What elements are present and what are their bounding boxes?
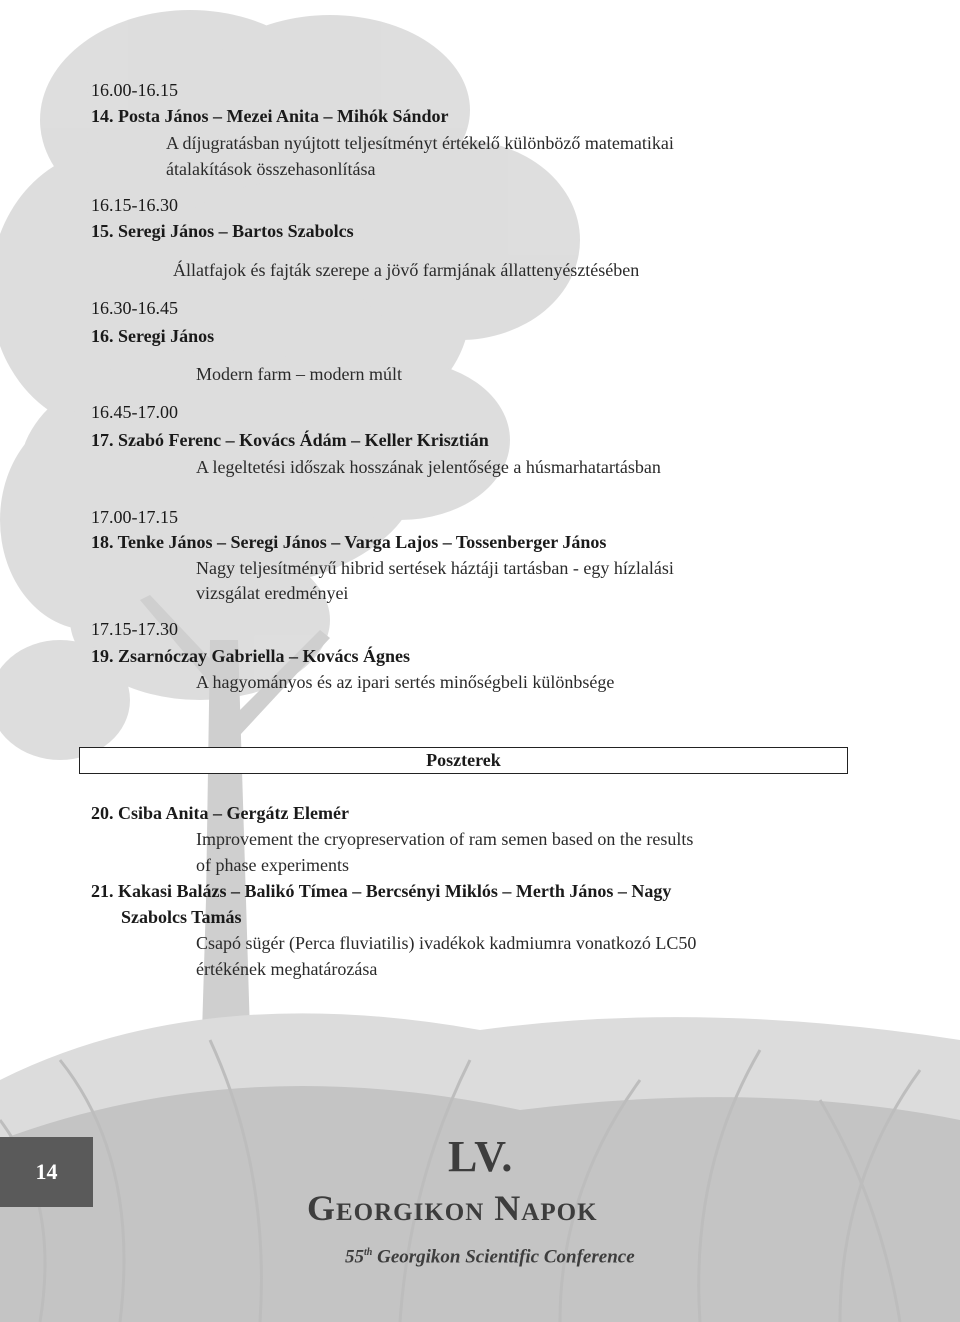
session-time: 16.45-17.00 [91,402,178,422]
session-time: 17.00-17.15 [91,507,178,527]
posters-heading: Poszterek [79,747,848,774]
session-authors: 17. Szabó Ferenc – Kovács Ádám – Keller Krisztián [91,430,489,450]
session-time: 16.15-16.30 [91,195,178,215]
conference-name: Georgikon Napok [307,1188,598,1228]
session-authors: 18. Tenke János – Seregi János – Varga Lajos – Tossenberger János [91,532,607,552]
subtitle-number: 55 [345,1246,364,1268]
session-authors: 15. Seregi János – Bartos Szabolcs [91,221,354,241]
session-authors: 16. Seregi János [91,326,215,346]
session-authors: 14. Posta János – Mezei Anita – Mihók Sándor [91,106,449,126]
session-title: Modern farm – modern múlt [196,364,402,384]
session-time: 16.00-16.15 [91,80,178,100]
poster-authors: 20. Csiba Anita – Gergátz Elemér [91,803,349,823]
session-time: 16.30-16.45 [91,298,178,318]
session-title: vizsgálat eredményei [196,583,349,603]
poster-title: értékének meghatározása [196,959,378,979]
session-title: A legeltetési időszak hosszának jelentősége a húsmarhatartásban [196,457,661,477]
session-title: Állatfajok és fajták szerepe a jövő farmjának állattenyésztésében [173,260,640,280]
page-number: 14 [0,1137,93,1207]
edition-label: LV. [448,1132,514,1181]
poster-title: Improvement the cryopreservation of ram semen based on the results [196,829,694,849]
subtitle-text: Georgikon Scientific Conference [372,1246,635,1268]
subtitle-ordinal: th [364,1247,373,1258]
session-time: 17.15-17.30 [91,619,178,639]
conference-subtitle [345,1241,635,1269]
session-authors: 19. Zsarnóczay Gabriella – Kovács Ágnes [91,646,410,666]
poster-title: Csapó sügér (Perca fluviatilis) ivadékok kadmiumra vonatkozó LC50 [196,933,697,953]
session-title: Nagy teljesítményű hibrid sertések háztáji tartásban - egy hízlalási [196,558,674,578]
session-title: A díjugratásban nyújtott teljesítményt értékelő különböző matematikai [166,133,674,153]
poster-title: of phase experiments [196,855,349,875]
session-title: A hagyományos és az ipari sertés minőségbeli különbsége [196,672,615,692]
poster-authors: 21. Kakasi Balázs – Balikó Tímea – Bercsényi Miklós – Merth János – Nagy [91,881,672,901]
poster-authors: Szabolcs Tamás [121,907,242,927]
session-title: átalakítások összehasonlítása [166,159,376,179]
